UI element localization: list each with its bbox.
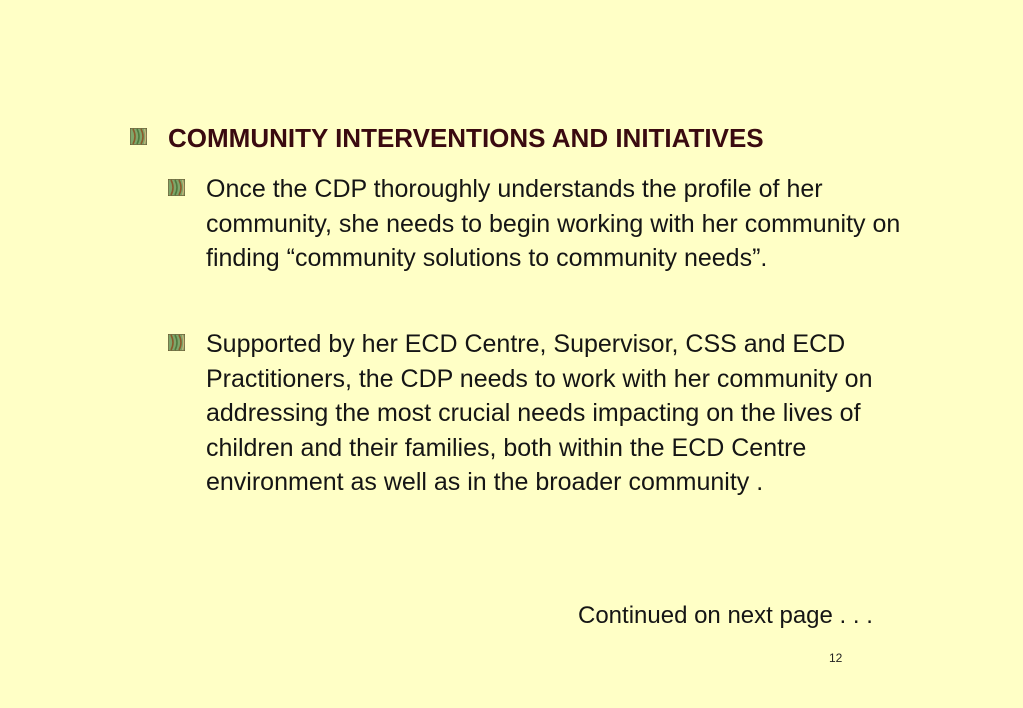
bullet-point-text: Once the CDP thoroughly understands the profile of her community, she needs to begin working with her community on finding “community solutions to community needs”. — [206, 175, 901, 273]
bullet-point-text: Supported by her ECD Centre, Supervisor, CSS and ECD Practitioners, the CDP needs to work with her community on addressing the most crucial needs impacting on the lives of children and their families, both within the ECD Centre environment as well as in the broader community . — [206, 330, 873, 497]
slide-heading: COMMUNITY INTERVENTIONS AND INITIATIVES — [168, 123, 764, 153]
page-number: 12 — [829, 651, 843, 665]
striped-square-bullet-icon — [168, 179, 185, 196]
striped-square-bullet-icon — [130, 128, 147, 145]
striped-square-bullet-icon — [168, 334, 185, 351]
continued-note: Continued on next page . . . — [578, 602, 873, 629]
